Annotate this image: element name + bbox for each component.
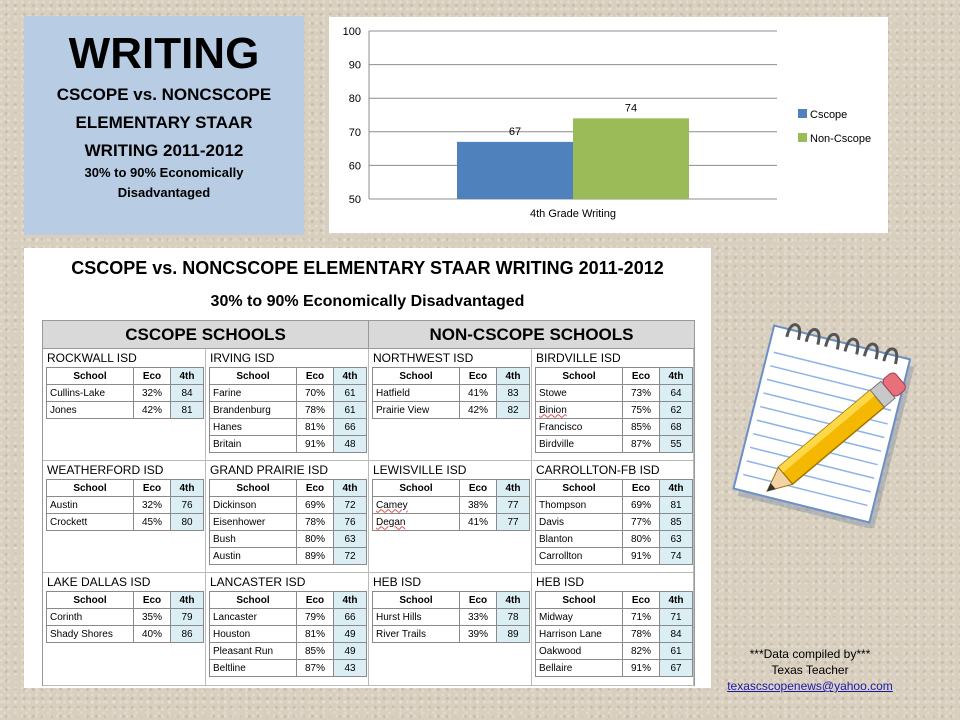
score-cell: 72 (334, 497, 367, 514)
table-row (47, 514, 204, 531)
district-block (43, 461, 206, 573)
table-row (536, 643, 693, 660)
eco-cell: 32% (134, 497, 171, 514)
subtitle-line-1: CSCOPE vs. NONCSCOPE (56, 85, 272, 104)
score-cell: 83 (497, 385, 530, 402)
score-cell: 48 (334, 436, 367, 453)
district-name: HEB ISD (373, 575, 422, 589)
score-cell: 76 (334, 514, 367, 531)
eco-cell: 87% (623, 436, 660, 453)
score-cell: 77 (497, 514, 530, 531)
table-row (47, 609, 204, 626)
score-cell: 61 (334, 402, 367, 419)
eco-cell: 78% (297, 514, 334, 531)
school-table (46, 367, 204, 419)
col-school-header: School (47, 480, 134, 497)
table-row (210, 514, 367, 531)
score-cell: 63 (334, 531, 367, 548)
school-name-cell (536, 402, 623, 419)
school-table (372, 479, 530, 531)
district-block (532, 349, 694, 461)
eco-cell: 80% (623, 531, 660, 548)
col-school-header: School (47, 592, 134, 609)
score-cell: 81 (660, 497, 693, 514)
school-name-cell: Hanes (210, 419, 297, 436)
school-name-cell: Pleasant Run (210, 643, 297, 660)
district-name: LEWISVILLE ISD (373, 463, 467, 477)
eco-cell: 70% (297, 385, 334, 402)
y-tick-label: 80 (348, 93, 361, 106)
school-name-cell: Hatfield (373, 385, 460, 402)
col-4th-header: 4th (660, 480, 693, 497)
col-eco-header: Eco (134, 480, 171, 497)
legend-label: Non-Cscope (810, 133, 872, 145)
school-name-cell: Birdville (536, 436, 623, 453)
table-row (47, 385, 204, 402)
school-name-cell: Francisco (536, 419, 623, 436)
col-school-header: School (210, 368, 297, 385)
eco-cell: 78% (297, 402, 334, 419)
col-eco-header: Eco (134, 592, 171, 609)
school-name-cell: Bellaire (536, 660, 623, 677)
score-cell: 66 (334, 419, 367, 436)
col-eco-header: Eco (460, 592, 497, 609)
school-name-cell: Beltline (210, 660, 297, 677)
y-tick-label: 60 (348, 160, 361, 173)
score-cell: 86 (171, 626, 204, 643)
school-name-cell: Bush (210, 531, 297, 548)
col-4th-header: 4th (334, 592, 367, 609)
table-row (373, 385, 530, 402)
school-name-cell: Carrollton (536, 548, 623, 565)
school-name-cell: Shady Shores (47, 626, 134, 643)
col-4th-header: 4th (171, 368, 204, 385)
district-name: IRVING ISD (210, 351, 275, 365)
school-name-cell: Crockett (47, 514, 134, 531)
district-name: CARROLLTON-FB ISD (536, 463, 660, 477)
eco-cell: 78% (623, 626, 660, 643)
credit-line-1: ***Data compiled by*** (749, 647, 871, 661)
score-cell: 49 (334, 626, 367, 643)
district-name: NORTHWEST ISD (373, 351, 474, 365)
table-row (373, 514, 530, 531)
score-cell: 84 (171, 385, 204, 402)
district-block (206, 349, 369, 461)
eco-cell: 85% (297, 643, 334, 660)
district-block (532, 461, 694, 573)
eco-cell: 69% (623, 497, 660, 514)
legend-swatch (798, 109, 807, 118)
school-name-cell: Davis (536, 514, 623, 531)
title-box (24, 16, 304, 235)
col-4th-header: 4th (171, 592, 204, 609)
eco-cell: 41% (460, 514, 497, 531)
table-row (210, 436, 367, 453)
school-table (372, 367, 530, 419)
school-grid (42, 320, 695, 686)
eco-cell: 42% (134, 402, 171, 419)
score-cell: 62 (660, 402, 693, 419)
district-block (206, 573, 369, 686)
school-name-cell: Midway (536, 609, 623, 626)
score-cell: 79 (171, 609, 204, 626)
table-row (536, 385, 693, 402)
bar-chart-svg (329, 17, 888, 233)
district-name: ROCKWALL ISD (47, 351, 137, 365)
cscope-schools-header: CSCOPE SCHOOLS (43, 321, 369, 349)
district-block (369, 461, 532, 573)
score-cell: 78 (497, 609, 530, 626)
table-row (210, 531, 367, 548)
col-4th-header: 4th (497, 592, 530, 609)
school-table (46, 479, 204, 531)
eco-cell: 87% (297, 660, 334, 677)
table-row (210, 660, 367, 677)
school-name-cell (373, 514, 460, 531)
district-name: HEB ISD (536, 575, 585, 589)
table-row (536, 660, 693, 677)
district-name: LANCASTER ISD (210, 575, 306, 589)
col-school-header: School (47, 368, 134, 385)
col-school-header: School (210, 480, 297, 497)
table-row (536, 436, 693, 453)
y-tick-label: 100 (342, 26, 361, 38)
score-cell: 68 (660, 419, 693, 436)
score-cell: 72 (334, 548, 367, 565)
district-block (43, 573, 206, 686)
score-cell: 76 (171, 497, 204, 514)
school-table (46, 591, 204, 643)
table-row (210, 626, 367, 643)
bar-non-cscope (573, 118, 689, 199)
data-label: 74 (624, 102, 638, 115)
score-cell: 67 (660, 660, 693, 677)
school-name-text: Binion (539, 404, 567, 416)
table-row (536, 514, 693, 531)
col-eco-header: Eco (134, 368, 171, 385)
school-table (209, 479, 367, 565)
school-name-cell: Austin (210, 548, 297, 565)
table-row (210, 643, 367, 660)
school-name-cell: Britain (210, 436, 297, 453)
table-row (536, 626, 693, 643)
eco-cell: 91% (297, 436, 334, 453)
col-eco-header: Eco (297, 368, 334, 385)
table-subtitle: 30% to 90% Economically Disadvantaged (210, 293, 525, 310)
col-4th-header: 4th (171, 480, 204, 497)
district-name: GRAND PRAIRIE ISD (210, 463, 329, 477)
school-table (535, 367, 693, 453)
table-row (536, 609, 693, 626)
table-row (536, 497, 693, 514)
score-cell: 49 (334, 643, 367, 660)
district-block (369, 349, 532, 461)
col-school-header: School (536, 480, 623, 497)
score-cell: 71 (660, 609, 693, 626)
school-name-cell: Farine (210, 385, 297, 402)
eco-cell: 32% (134, 385, 171, 402)
table-title: CSCOPE vs. NONCSCOPE ELEMENTARY STAAR WRITING 2011-2012 (71, 258, 664, 278)
data-credit (700, 646, 920, 694)
eco-cell: 73% (623, 385, 660, 402)
eco-cell: 69% (297, 497, 334, 514)
eco-cell: 75% (623, 402, 660, 419)
score-cell: 77 (497, 497, 530, 514)
y-tick-label: 70 (348, 126, 361, 139)
school-name-cell: Brandenburg (210, 402, 297, 419)
school-table (209, 367, 367, 453)
school-table (372, 591, 530, 643)
score-cell: 63 (660, 531, 693, 548)
slide-title: WRITING (68, 29, 260, 78)
school-name-cell: Jones (47, 402, 134, 419)
school-name-cell: Corinth (47, 609, 134, 626)
table-row (536, 548, 693, 565)
school-name-cell: River Trails (373, 626, 460, 643)
col-eco-header: Eco (460, 368, 497, 385)
col-4th-header: 4th (660, 592, 693, 609)
score-cell: 43 (334, 660, 367, 677)
col-4th-header: 4th (497, 480, 530, 497)
bar-cscope (457, 142, 573, 199)
col-eco-header: Eco (297, 480, 334, 497)
table-row (373, 609, 530, 626)
table-row (536, 531, 693, 548)
school-name-cell: Lancaster (210, 609, 297, 626)
table-row (47, 402, 204, 419)
bar-chart (329, 17, 888, 233)
table-row (536, 419, 693, 436)
table-row (210, 548, 367, 565)
col-eco-header: Eco (297, 592, 334, 609)
district-block (43, 349, 206, 461)
legend-swatch (798, 133, 807, 142)
school-name-cell: Harrison Lane (536, 626, 623, 643)
credit-email-link[interactable]: texascscopenews@yahoo.com (727, 679, 893, 693)
school-table-panel (24, 248, 711, 688)
score-cell: 82 (497, 402, 530, 419)
table-row (373, 626, 530, 643)
score-cell: 64 (660, 385, 693, 402)
col-school-header: School (373, 592, 460, 609)
eco-cell: 39% (460, 626, 497, 643)
district-block (532, 573, 694, 686)
district-name: BIRDVILLE ISD (536, 351, 621, 365)
score-cell: 66 (334, 609, 367, 626)
eco-cell: 82% (623, 643, 660, 660)
school-name-cell: Houston (210, 626, 297, 643)
col-4th-header: 4th (497, 368, 530, 385)
col-school-header: School (373, 368, 460, 385)
school-name-text: Degan (376, 516, 406, 528)
eco-cell: 91% (623, 660, 660, 677)
eco-cell: 85% (623, 419, 660, 436)
eco-cell: 38% (460, 497, 497, 514)
table-row (210, 497, 367, 514)
district-name: WEATHERFORD ISD (47, 463, 164, 477)
score-cell: 74 (660, 548, 693, 565)
col-eco-header: Eco (460, 480, 497, 497)
col-4th-header: 4th (660, 368, 693, 385)
eco-cell: 91% (623, 548, 660, 565)
school-name-text: Camey (376, 499, 408, 511)
col-4th-header: 4th (334, 368, 367, 385)
col-eco-header: Eco (623, 368, 660, 385)
table-row (210, 402, 367, 419)
school-name-cell: Hurst Hills (373, 609, 460, 626)
school-name-cell: Thompson (536, 497, 623, 514)
table-row (373, 497, 530, 514)
school-table (535, 479, 693, 565)
school-name-cell: Stowe (536, 385, 623, 402)
eco-cell: 45% (134, 514, 171, 531)
eco-cell: 42% (460, 402, 497, 419)
school-table (209, 591, 367, 677)
table-row (47, 626, 204, 643)
legend-label: Cscope (810, 109, 848, 121)
col-school-header: School (210, 592, 297, 609)
non-cscope-schools-header: NON-CSCOPE SCHOOLS (369, 321, 694, 349)
col-school-header: School (373, 480, 460, 497)
score-cell: 61 (660, 643, 693, 660)
data-label: 67 (508, 125, 522, 138)
school-name-cell: Austin (47, 497, 134, 514)
col-eco-header: Eco (623, 480, 660, 497)
eco-cell: 33% (460, 609, 497, 626)
score-cell: 80 (171, 514, 204, 531)
col-eco-header: Eco (623, 592, 660, 609)
eco-cell: 80% (297, 531, 334, 548)
eco-cell: 79% (297, 609, 334, 626)
credit-line-2: Texas Teacher (771, 663, 849, 677)
subtitle-line-3: WRITING 2011-2012 (84, 141, 244, 160)
table-row (47, 497, 204, 514)
school-name-cell: Oakwood (536, 643, 623, 660)
col-school-header: School (536, 592, 623, 609)
score-cell: 61 (334, 385, 367, 402)
notepad-pencil-icon (712, 318, 932, 528)
subtitle-line-4: 30% to 90% Economically (84, 165, 244, 180)
table-row (210, 419, 367, 436)
school-name-cell: Cullins-Lake (47, 385, 134, 402)
district-block (369, 573, 532, 686)
eco-cell: 41% (460, 385, 497, 402)
eco-cell: 35% (134, 609, 171, 626)
y-tick-label: 50 (348, 194, 361, 206)
district-block (206, 461, 369, 573)
school-name-cell: Blanton (536, 531, 623, 548)
eco-cell: 77% (623, 514, 660, 531)
school-name-cell: Eisenhower (210, 514, 297, 531)
school-name-cell: Prairie View (373, 402, 460, 419)
x-category-label: 4th Grade Writing (529, 208, 617, 220)
table-row (373, 402, 530, 419)
eco-cell: 89% (297, 548, 334, 565)
score-cell: 85 (660, 514, 693, 531)
score-cell: 89 (497, 626, 530, 643)
school-name-cell (373, 497, 460, 514)
col-school-header: School (536, 368, 623, 385)
school-table (535, 591, 693, 677)
subtitle-line-5: Disadvantaged (117, 185, 211, 200)
eco-cell: 81% (297, 626, 334, 643)
eco-cell: 40% (134, 626, 171, 643)
school-name-cell: Dickinson (210, 497, 297, 514)
score-cell: 84 (660, 626, 693, 643)
table-row (210, 609, 367, 626)
score-cell: 81 (171, 402, 204, 419)
eco-cell: 71% (623, 609, 660, 626)
table-row (210, 385, 367, 402)
subtitle-line-2: ELEMENTARY STAAR (75, 113, 253, 132)
score-cell: 55 (660, 436, 693, 453)
table-row (536, 402, 693, 419)
eco-cell: 81% (297, 419, 334, 436)
district-name: LAKE DALLAS ISD (47, 575, 151, 589)
col-4th-header: 4th (334, 480, 367, 497)
y-tick-label: 90 (348, 59, 361, 72)
